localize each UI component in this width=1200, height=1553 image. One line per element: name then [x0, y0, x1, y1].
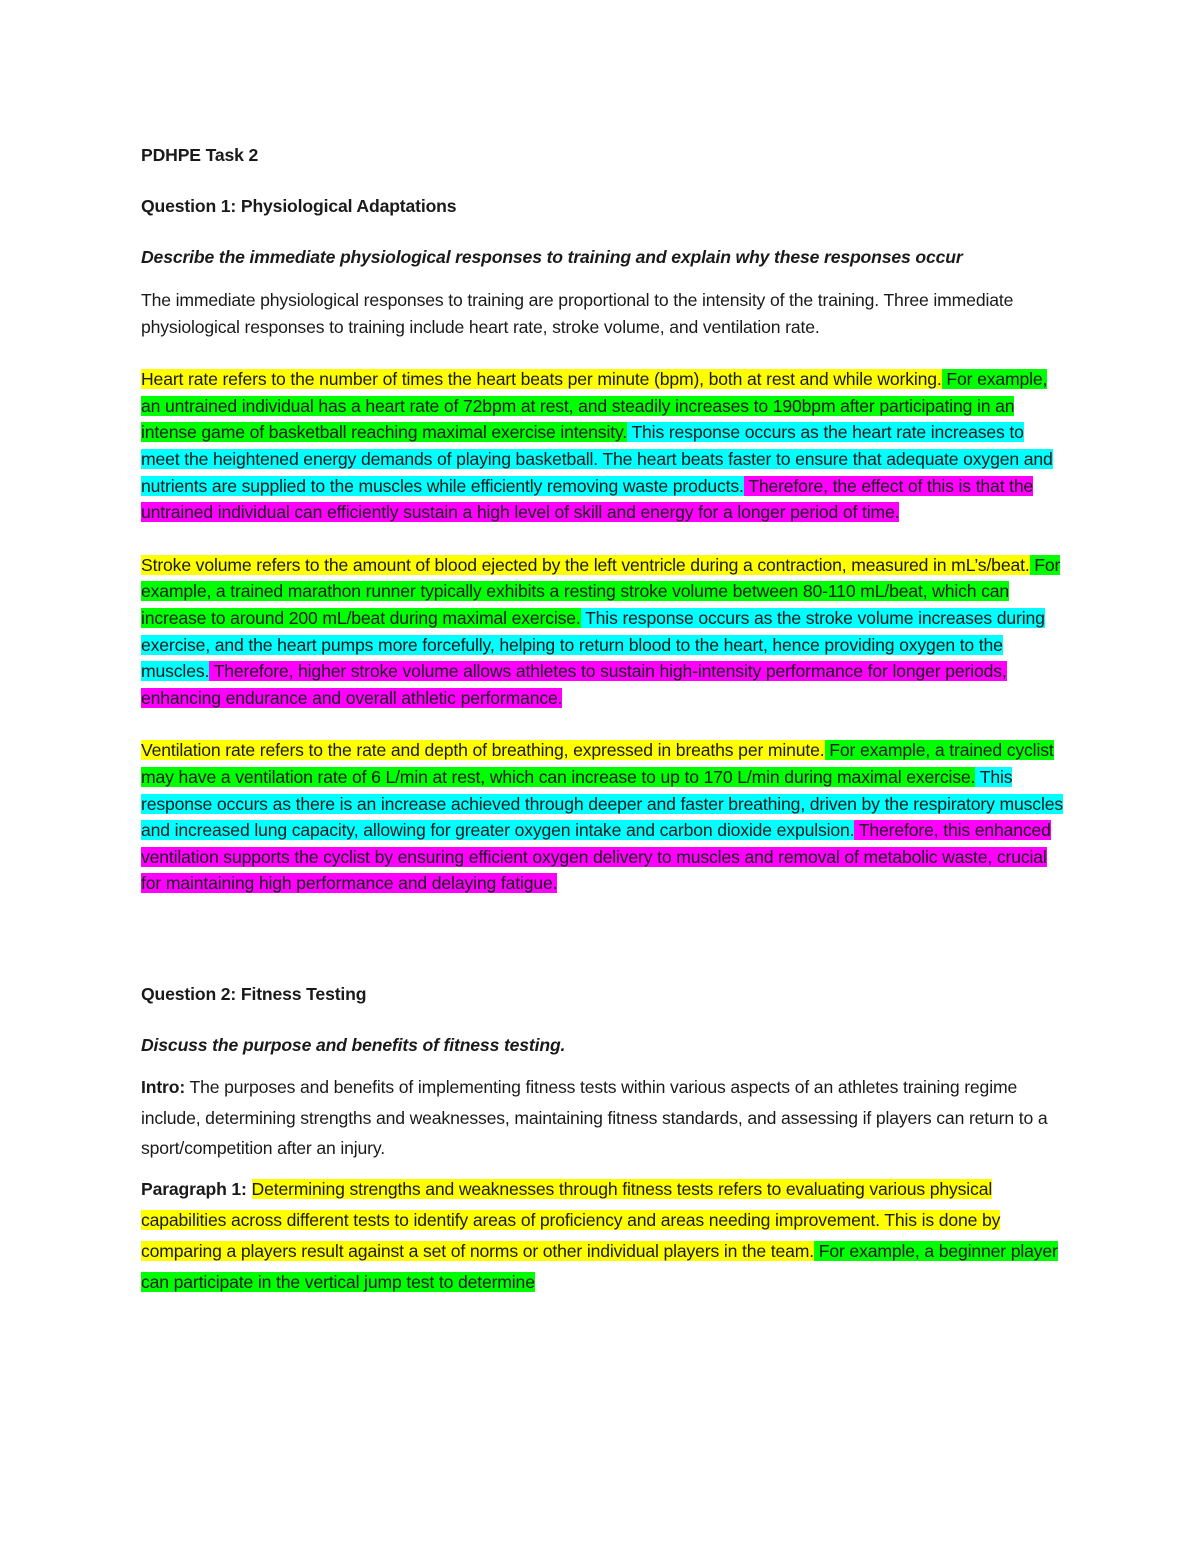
heart-rate-example: For example, an untrained individual has a heart rate of 72bpm at rest, and steadily increases to 190bpm after participating in an intense game of basketball reaching maximal exercise intensity. [141, 369, 1048, 443]
document-page [141, 138, 1063, 1297]
question-1-prompt: Describe the immediate physiological responses to training and explain why these responses occur [141, 247, 963, 267]
question-2-prompt: Discuss the purpose and benefits of fitness testing. [141, 1034, 566, 1055]
ventilation-rate-paragraph [141, 737, 1063, 897]
stroke-volume-effect: Therefore, higher stroke volume allows athletes to sustain high-intensity performance for longer periods, enhancing endurance and overall athletic performance. [141, 661, 1007, 708]
intro-text: The purposes and benefits of implementing fitness tests within various aspects of an athletes training regime include, determining strengths and weaknesses, maintaining fitness standards, and assessing if players can return to a sport/competition after an injury. [141, 1076, 1048, 1159]
stroke-volume-paragraph [141, 552, 1063, 712]
ventilation-rate-definition: Ventilation rate refers to the rate and depth of breathing, expressed in breaths per minute. [141, 740, 825, 761]
heart-rate-explanation: This response occurs as the heart rate increases to meet the heightened energy demands of playing basketball. The heart beats faster to ensure that adequate oxygen and nutrients are supplied to the muscles while efficiently removing waste products. [141, 422, 1053, 496]
ventilation-rate-explanation: This response occurs as there is an increase achieved through deeper and faster breathing, driven by the respiratory muscles and increased lung capacity, allowing for greater oxygen intake and carbon dioxide expulsion. [141, 766, 1063, 841]
paragraph-1-definition: Determining strengths and weaknesses through fitness tests refers to evaluating various physical capabilities across different tests to identify areas of proficiency and areas needing improvement. This is done by comparing a players result against a set of norms or other individual players in the team. [141, 1179, 1001, 1261]
stroke-volume-example: For example, a trained marathon runner typically exhibits a resting stroke volume between 80-110 mL/beat, which can increase to around 200 mL/beat during maximal exercise. [141, 554, 1061, 628]
stroke-volume-definition: Stroke volume refers to the amount of blood ejected by the left ventricle during a contraction, measured in mL’s/beat. [141, 554, 1030, 575]
question-1-heading: Question 1: Physiological Adaptations [141, 196, 457, 216]
ventilation-rate-effect: Therefore, this enhanced ventilation supports the cyclist by ensuring efficient oxygen delivery to muscles and removal of metabolic waste, crucial for maintaining high performance and delaying fatigue. [141, 820, 1051, 894]
stroke-volume-explanation: This response occurs as the stroke volume increases during exercise, and the heart pumps more forcefully, helping to return blood to the heart, hence providing oxygen to the muscles. [141, 607, 1045, 682]
question-2-heading: Question 2: Fitness Testing [141, 983, 367, 1004]
question-2-paragraph-1 [141, 1174, 1063, 1297]
document-title: PDHPE Task 2 [141, 145, 259, 165]
intro-label: Intro: [141, 1076, 186, 1097]
heart-rate-paragraph [141, 366, 1063, 526]
paragraph-1-label: Paragraph 1: [141, 1179, 247, 1200]
question-1-intro: The immediate physiological responses to training are proportional to the intensity of the training. Three immediate physiological responses to training include heart rate, stroke volume, and ventilation rate. [141, 290, 1014, 337]
heart-rate-effect: Therefore, the effect of this is that the untrained individual can efficiently sustain a high level of skill and energy for a longer period of time. [141, 475, 1034, 523]
paragraph-1-example: For example, a beginner player can participate in the vertical jump test to determine [141, 1240, 1058, 1292]
ventilation-rate-example: For example, a trained cyclist may have a ventilation rate of 6 L/min at rest, which can increase to up to 170 L/min during maximal exercise. [141, 740, 1054, 787]
question-2-intro [141, 1072, 1063, 1164]
heart-rate-definition: Heart rate refers to the number of times the heart beats per minute (bpm), both at rest and while working. [141, 369, 942, 390]
